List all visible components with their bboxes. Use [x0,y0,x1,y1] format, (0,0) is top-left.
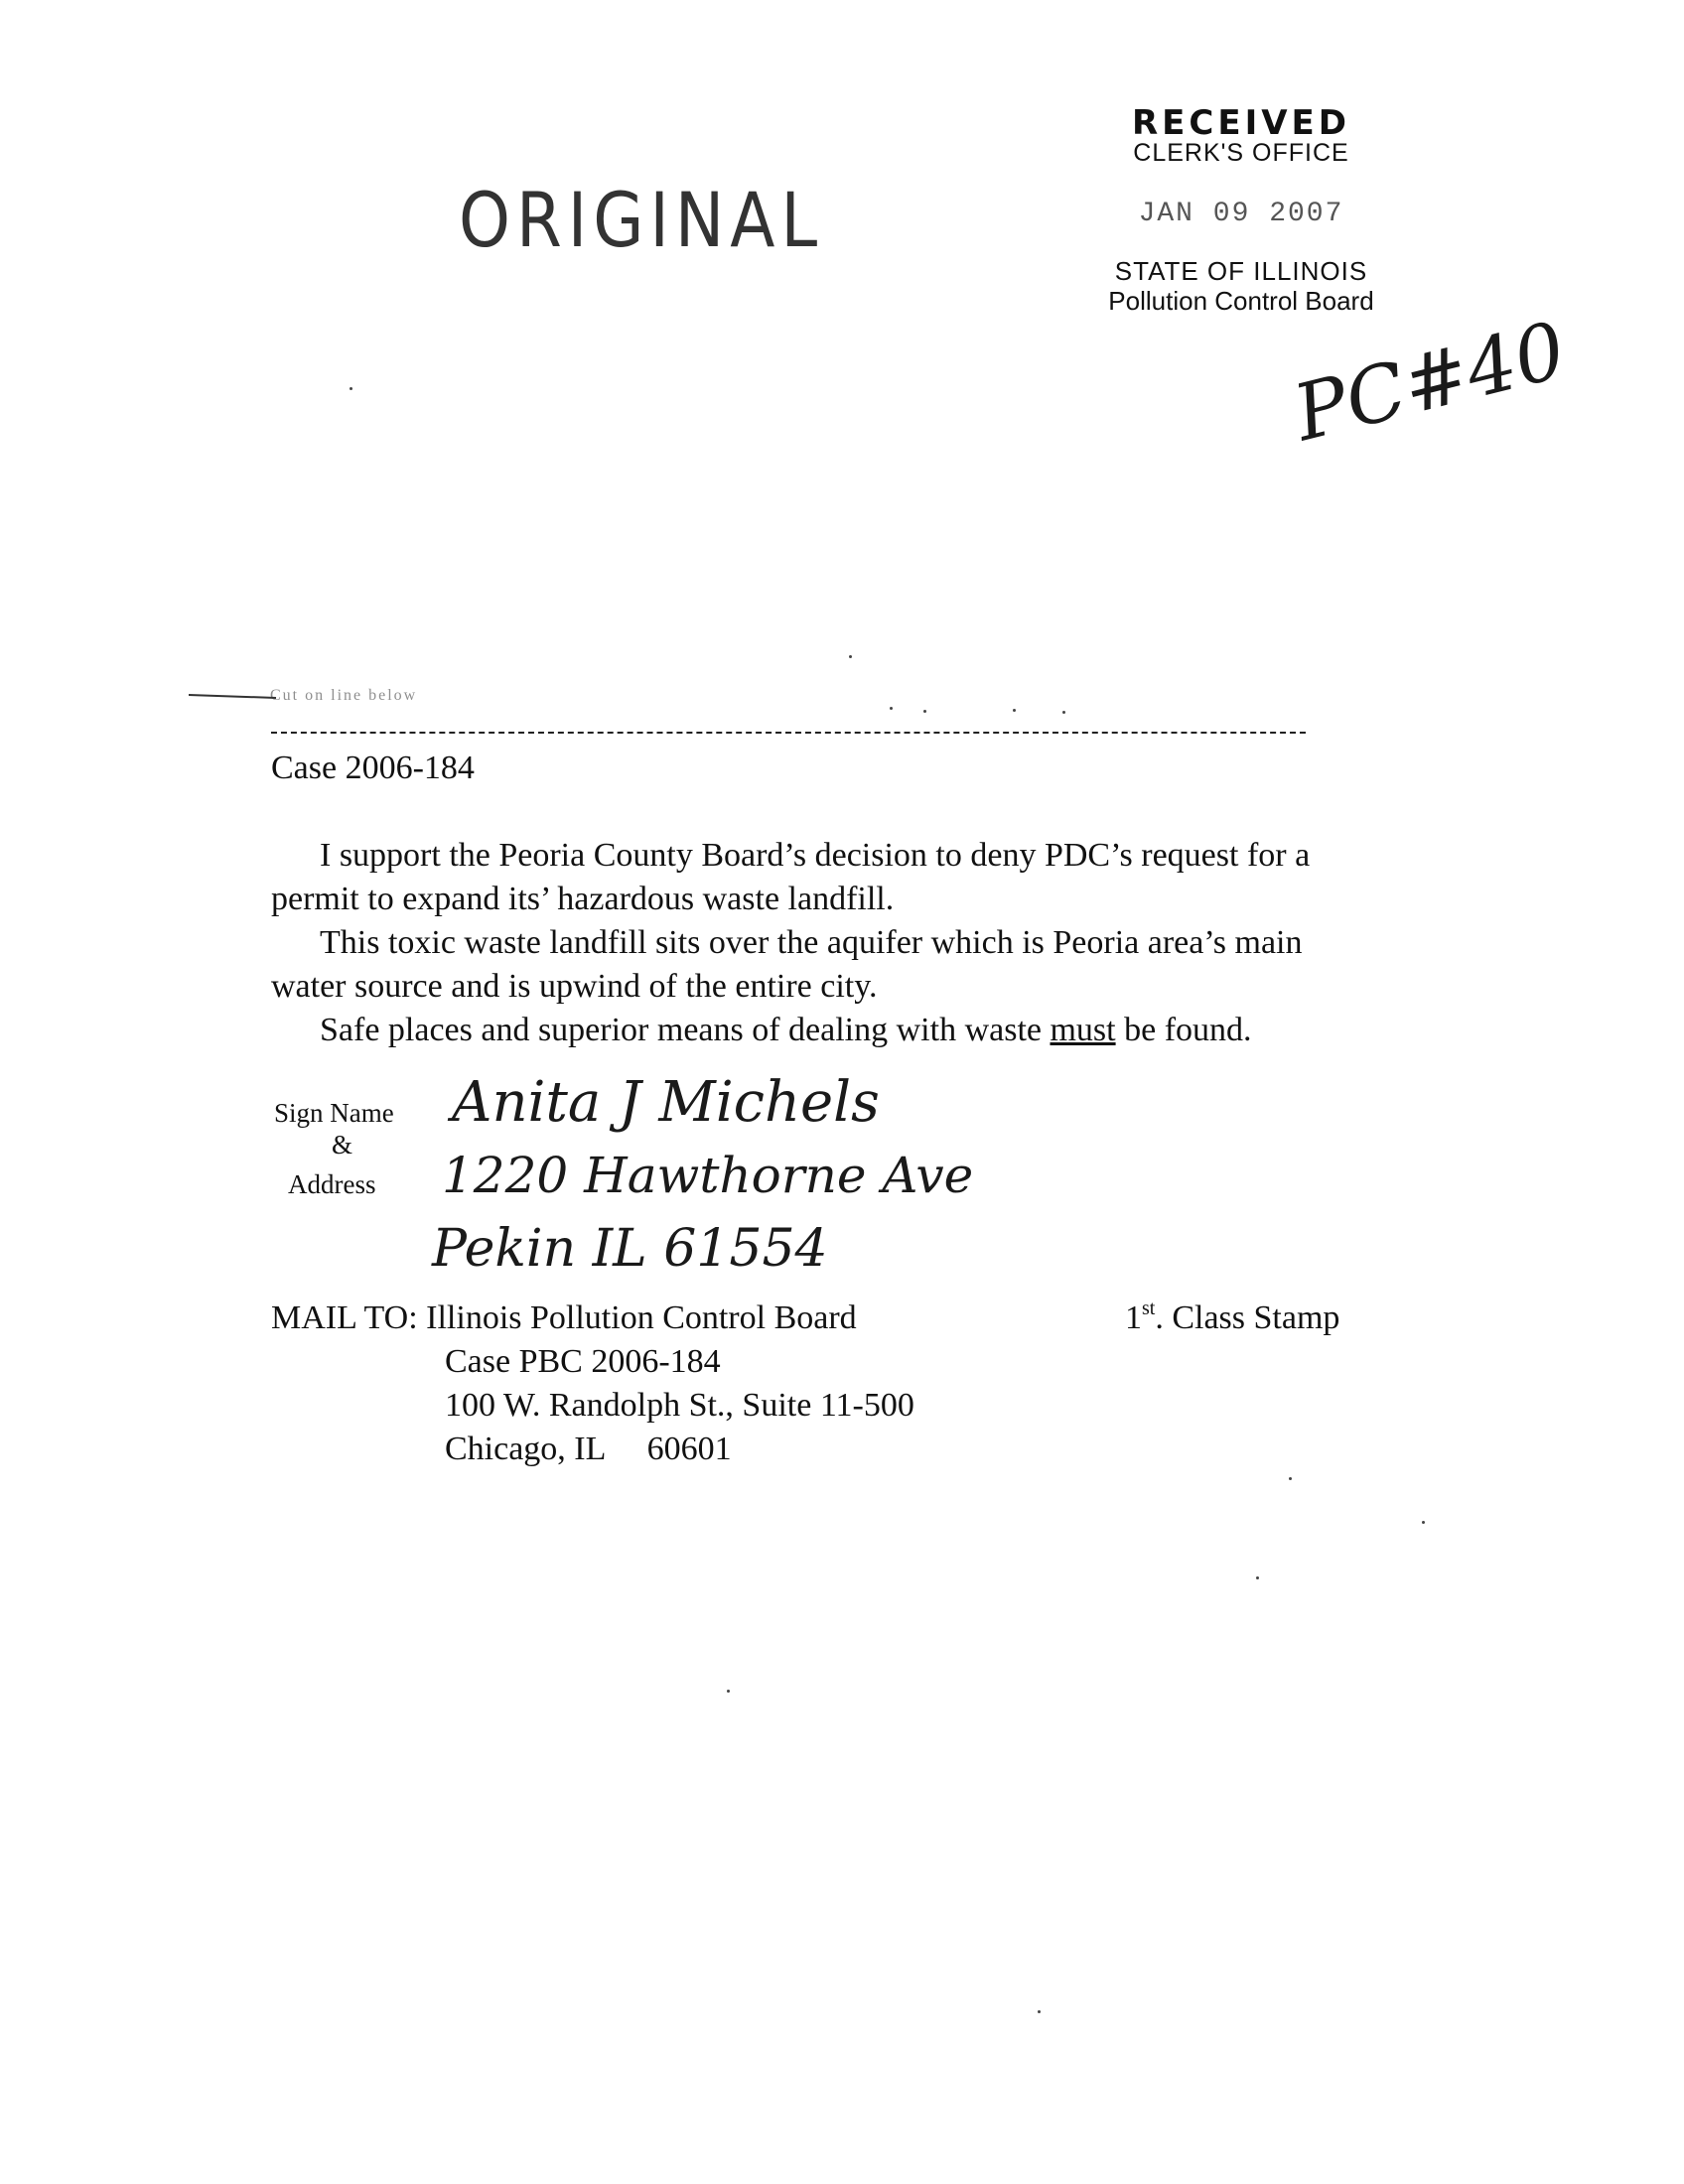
scan-speck [350,387,352,390]
scan-speck [1422,1521,1425,1524]
paragraph-1-line-1: I support the Peoria County Board’s decision to deny PDC’s request for a [320,837,1311,874]
scan-speck [1038,2010,1041,2013]
label-sign-name: Sign Name [274,1098,394,1128]
scan-speck [849,655,852,658]
scan-speck [727,1690,730,1693]
stamp-note-ordinal: st [1142,1297,1156,1319]
paragraph-2-line-2: water source and is upwind of the entire city. [271,968,878,1005]
paragraph-3 [320,1009,1252,1052]
scan-speck [890,707,893,710]
scan-speck [1289,1477,1292,1480]
cut-line-text: Cut on line below [270,687,418,704]
scan-speck [1256,1576,1259,1579]
paragraph-3-after: be found. [1115,1012,1252,1048]
paragraph-2-line-1: This toxic waste landfill sits over the aquifer which is Peoria area’s main [320,924,1303,961]
paragraph-3-before: Safe places and superior means of dealing with waste [320,1012,1051,1048]
received-stamp-title: RECEIVED [1132,103,1350,143]
scan-speck [1013,709,1016,712]
stamp-note-number: 1 [1125,1299,1142,1336]
handwritten-city-zip: Pekin IL 61554 [432,1219,828,1279]
received-stamp-board: Pollution Control Board [1108,286,1374,316]
first-class-stamp-note [1125,1297,1339,1340]
original-mark: ORIGINAL [459,177,824,265]
mail-to-line-1: MAIL TO: Illinois Pollution Control Board [271,1299,857,1336]
mail-to-line-4: Chicago, IL 60601 [445,1431,732,1467]
received-stamp-date: JAN 09 2007 [1138,199,1344,229]
case-number: Case 2006-184 [271,750,475,786]
received-stamp-clerk-office: CLERK'S OFFICE [1133,139,1349,167]
handwritten-pc-number: PC#40 [1286,306,1575,460]
paragraph-1-line-2: permit to expand its’ hazardous waste landfill. [271,881,895,917]
received-stamp-state: STATE OF ILLINOIS [1114,256,1368,286]
label-address: Address [288,1169,376,1199]
scan-speck [1062,711,1065,714]
mail-to-line-2: Case PBC 2006-184 [445,1343,721,1380]
handwritten-street-address: 1220 Hawthorne Ave [442,1147,974,1204]
handwritten-signature-name: Anita J Michels [452,1070,880,1135]
paragraph-3-emphasis: must [1050,1012,1116,1048]
stamp-note-text: . Class Stamp [1155,1299,1340,1336]
cut-line-stroke [189,691,278,701]
cut-dashed-line [271,732,1306,734]
label-ampersand: & [332,1130,353,1160]
mail-to-line-3: 100 W. Randolph St., Suite 11-500 [445,1387,914,1424]
scan-speck [923,710,926,713]
